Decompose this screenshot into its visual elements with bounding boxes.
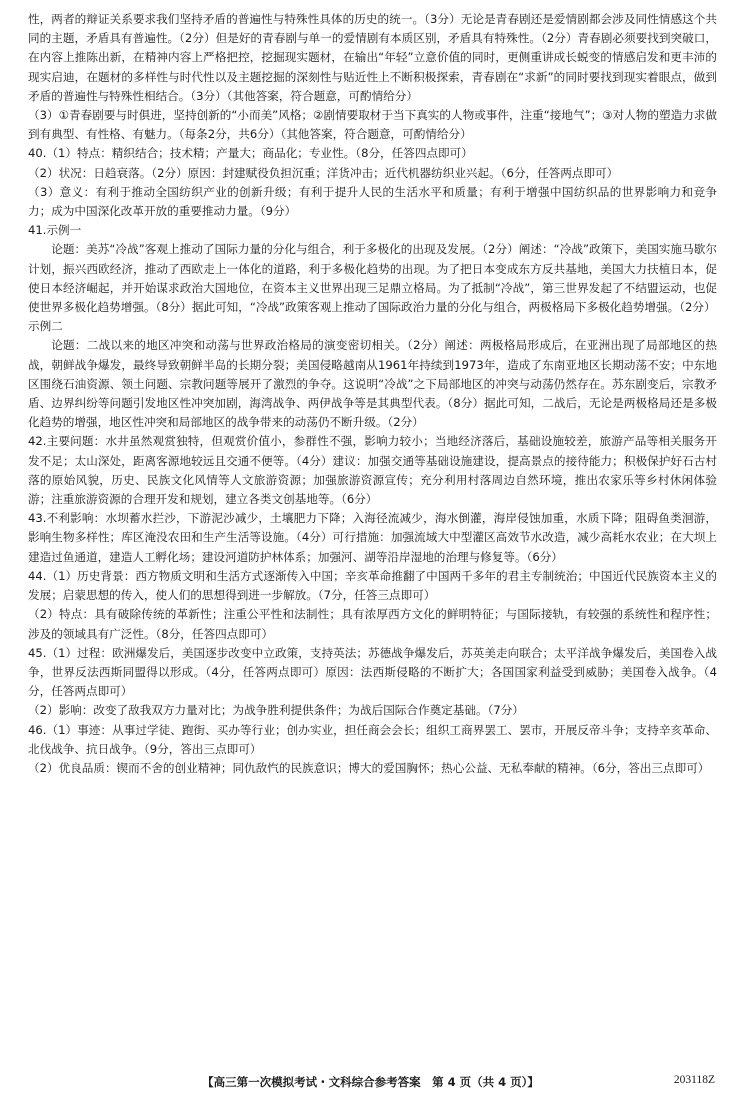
- question-number: 44.: [28, 568, 47, 583]
- answer-line: （3）意义：有利于推动全国纺织产业的创新升级；有利于提升人民的生活水平和质量；有利于增强中国纺织品的世界影响力和竞争力；成为中国深化改革开放的重要推动力量。（9分）: [28, 184, 717, 219]
- answer-line: （2）优良品质：锲而不舍的创业精神；同仇敌忾的民族意识；博大的爱国胸怀；热心公益、无私奉献的精神。（6分，答出三点即可）: [28, 760, 710, 775]
- question-number: 45.: [28, 645, 47, 660]
- answer-line: 论题：二战以来的地区冲突和动荡与世界政治格局的演变密切相关。（2分）阐述：两极格局形成后，在亚洲出现了局部地区的热战，朝鲜战争爆发，最终导致朝鲜半岛的长期分裂；美国侵略越南从1961年持续到1973年，造成了东南亚地区长期动荡不安；中东地区围绕石油资源、领土问题、宗教问题等展开了激烈的争夺。这说明“冷战”之下局部地区的冲突与动荡仍然存在。苏东剧变后，宗教矛盾、边界纠纷等问题引发地区性冲突加剧，海湾战争、两伊战争等是其典型代表。（8分）据此可知，二战后，无论是两极格局还是多极化趋势的增强，地区性冲突和局部地区的战争带来的动荡仍不断升级。（2分）: [28, 338, 717, 430]
- question-44: [28, 567, 717, 644]
- answer-line: （2）状况：日趋衰落。（2分）原因：封建赋役负担沉重；洋货冲击；近代机器纺织业兴起。（6分，任答两点即可）: [28, 165, 619, 180]
- example-heading: 示例一: [46, 223, 82, 238]
- answer-line: 论题：美苏“冷战”客观上推动了国际力量的分化与组合，利于多极化的出现及发展。（2分）阐述：“冷战”政策下，美国实施马歇尔计划，振兴西欧经济，推动了西欧走上一体化的道路，利于多极化趋势的出现。为了把日本变成东方反共基地，美国大力扶植日本，促使日本经济崛起，并开始谋求政治大国地位，在资本主义世界出现三足鼎立格局。为了抵制“冷战”，第三世界发起了不结盟运动，也促使世界多极化趋势增强。（8分）据此可知，“冷战”政策客观上推动了国际政治力量的分化与组合，两极格局下多极化趋势增强。（2分）: [28, 242, 717, 315]
- question-number: 42.: [28, 434, 47, 449]
- question-45: [28, 644, 717, 721]
- answer-text: （1）历史背景：西方物质文明和生活方式逐渐传入中国；辛亥革命推翻了中国两千多年的君主专制统治；中国近代民族资本主义的发展；启蒙思想的传入，使人们的思想得到进一步解放。（7分，任答三点即可）: [28, 568, 717, 603]
- answer-text: 主要问题：水井虽然观赏独特，但观赏价值小，参群性不强，影响力较小；当地经济落后，基础设施较差，旅游产品等相关服务开发不足；太山深处，距离客源地较远且交通不便等。（4分）建议：加强交通等基础设施建设，提高景点的接待能力；积极保护好石古村落的原始风貌，历史、民族文化风情等人文旅游资源；加强旅游资源宣传；充分利用村落周边自然环境，推出农家乐等乡村休闲体验游；注重旅游资源的合理开发和规划，建立各类文创基地等。（6分）: [28, 434, 717, 507]
- question-number: 40.: [28, 146, 47, 161]
- question-41: [28, 221, 717, 432]
- question-40: [28, 144, 717, 221]
- answer-line: [28, 509, 717, 567]
- footer-code: 203118Z: [673, 1074, 715, 1086]
- answer-line: [28, 721, 717, 759]
- question-number: 43.: [28, 511, 47, 526]
- answer-text: （1）事迹：从事过学徒、跑街、买办等行业；创办实业，担任商会会长；组织工商界罢工、罢市，开展反帝斗争；支持辛亥革命、北伐战争、抗日战争。（9分，答出三点即可）: [28, 722, 717, 756]
- question-number: 46.: [28, 722, 47, 737]
- question-43: [28, 509, 717, 567]
- answer-line: （2）影响：改变了敌我双方力量对比；为战争胜利提供条件；为战后国际合作奠定基础。（7分）: [28, 703, 524, 718]
- example-heading: 示例二: [28, 319, 63, 334]
- paragraph: （3）①青春剧要与时俱进，坚持创新的“小而美”风格；②剧情要取材于当下真实的人物或事件，注重“接地气”；③对人物的塑造力求做到有典型、有性格、有魅力。（每条2分，共6分）（其他答案，符合题意，可酌情给分）: [28, 108, 717, 142]
- answer-text: 不利影响：水坝蓄水拦沙，下游泥沙减少，土壤肥力下降；入海径流减少，海水倒灌，海岸侵蚀加重，水质下降；阻碍鱼类洄游，影响生物多样性；库区淹没农田和生产生活等设施。（4分）可行措施：加强流域大中型灌区高效节水改造，减少高耗水农业；在大坝上建造过鱼通道，建造人工孵化场；建设河道防护林体系；加强河、湖等沿岸湿地的治理与修复等。（6分）: [28, 511, 717, 564]
- page-footer: [0, 1074, 741, 1092]
- answer-text: （1）特点：精织结合；技术精；产量大；商品化；专业性。（8分，任答四点即可）: [46, 146, 473, 161]
- answer-line: [28, 432, 717, 509]
- footer-title: 【高三第一次模拟考试・文科综合参考答案 第 4 页（共 4 页）】: [202, 1075, 539, 1089]
- block-continuation: [28, 10, 717, 144]
- answer-line: [28, 221, 717, 240]
- answer-line: [28, 567, 717, 605]
- answer-text: （1）过程：欧洲爆发后，美国逐步改变中立政策，支持英法；苏德战争爆发后，苏英美走向联合；太平洋战争爆发后，美国卷入战争，世界反法西斯同盟得以形成。（4分，任答两点即可）原因：法西斯侵略的不断扩大；各国国家利益受到威胁；美国卷入战争。（4分，任答两点即可）: [28, 645, 717, 699]
- answer-line: （2）特点：具有破除传统的革新性；注重公平性和法制性；具有浓厚西方文化的鲜明特征；与国际接轨，有较强的系统性和程序性；涉及的领域具有广泛性。（8分，任答四点即可）: [28, 607, 717, 641]
- question-46: [28, 721, 717, 779]
- paragraph: 性，两者的辩证关系要求我们坚持矛盾的普遍性与特殊性具体的历史的统一。（3分）无论是青春剧还是爱情剧都会涉及同性情感这个共同的主题，矛盾具有普遍性。（2分）但是好的青春剧与单一的爱情剧有本质区别，矛盾具有特殊性。（2分）青春剧必须要找到突破口，在内容上推陈出新，在精神内容上严格把控，挖掘现实题材，在输出“年轻”立意价值的同时，更侧重讲成长蜕变的情感启发和更丰沛的现实启迪，在题材的多样性与时代性以及主题挖掘的深刻性与贴近性上不断积极探索，青春剧在“求新”的同时要找到现实着眼点，做到矛盾的普遍性与特殊性相结合。（3分）（其他答案，符合题意，可酌情给分）: [28, 12, 717, 103]
- question-42: [28, 432, 717, 509]
- answer-line: [28, 144, 717, 163]
- question-number: 41.: [28, 223, 47, 238]
- answer-line: [28, 644, 717, 702]
